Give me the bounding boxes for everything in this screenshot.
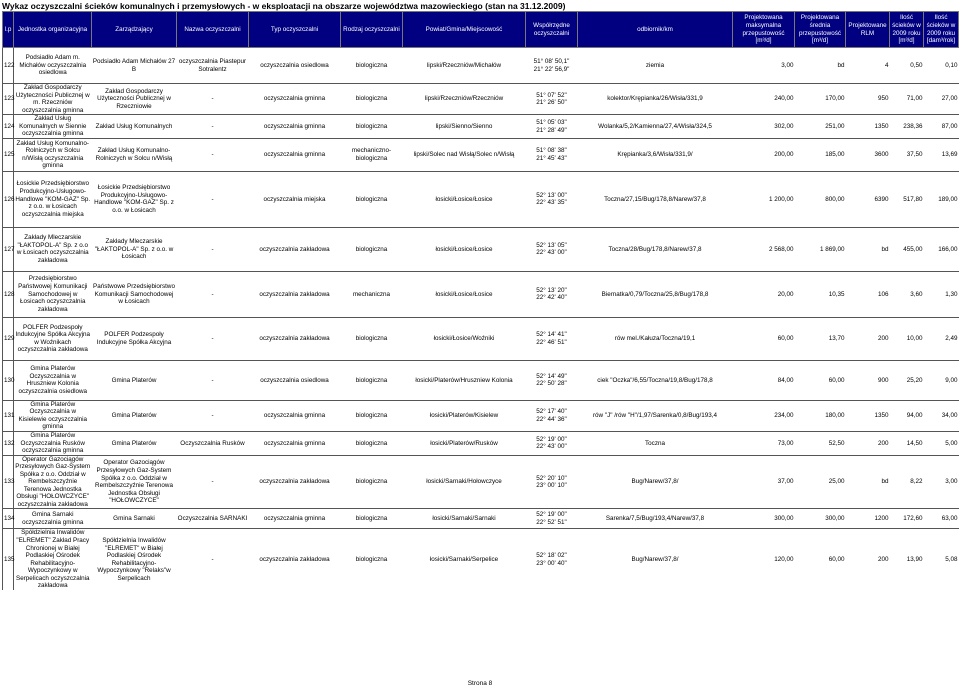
cell-zarzadzajacy: Podsiadło Adam Michałów 27 B — [92, 48, 177, 84]
cell-powiat: lipski/Solec nad Wisłą/Solec n/Wisłą — [403, 138, 526, 171]
cell-zarzadzajacy: Gmina Platerów — [92, 400, 177, 431]
table-row — [3, 84, 959, 115]
cell-il1: 10,00 — [890, 317, 924, 360]
cell-powiat: łosicki/Łosice/Łosice — [403, 171, 526, 227]
cell-odbiornik: Krępianka/3,6/Wisła/331,9/ — [578, 138, 733, 171]
latitude: 51° 05' 03" — [536, 118, 567, 126]
cell-il2: 5,00 — [924, 432, 959, 456]
column-header: l.p — [3, 12, 14, 48]
latitude: 51° 07' 52" — [536, 91, 567, 99]
cell-zarzadzajacy: POLFER Podzespoły Indukcyjne Spółka Akcyjna — [92, 317, 177, 360]
cell-coordinates — [526, 360, 578, 400]
column-header: Zarządzający — [92, 12, 177, 48]
cell-il1: 14,50 — [890, 432, 924, 456]
cell-jednostka: Gmina Platerów Oczyszczalnia Rusków oczyszczalnia gminna — [14, 432, 92, 456]
cell-nazwa: - — [177, 138, 249, 171]
cell-il2: 3,00 — [924, 455, 959, 509]
latitude: 52° 13' 05" — [536, 241, 567, 249]
cell-max: 2 568,00 — [733, 227, 795, 271]
cell-rodzaj: mechaniczna — [341, 271, 403, 317]
table-row — [3, 48, 959, 84]
latitude: 52° 19' 00" — [536, 435, 567, 443]
table-row — [3, 360, 959, 400]
cell-jednostka: Podsiadło Adam m. Michałów oczyszczalnia osiedlowa — [14, 48, 92, 84]
cell-il2: 166,00 — [924, 227, 959, 271]
cell-rodzaj: biologiczna — [341, 360, 403, 400]
cell-max: 60,00 — [733, 317, 795, 360]
cell-zarzadzajacy: Zakład Usług Komunalnych — [92, 115, 177, 139]
table-row — [3, 271, 959, 317]
cell-coordinates — [526, 227, 578, 271]
longitude: 22° 43' 00" — [536, 249, 567, 257]
cell-typ: oczyszczalnia gminna — [249, 138, 341, 171]
cell-nazwa: - — [177, 84, 249, 115]
column-header: Projektowane RLM — [846, 12, 890, 48]
table-row — [3, 529, 959, 590]
cell-nazwa: - — [177, 227, 249, 271]
cell-rlm: 200 — [846, 432, 890, 456]
cell-coordinates — [526, 138, 578, 171]
cell-typ: oczyszczalnia gminna — [249, 84, 341, 115]
column-header: Powiat/Gmina/Miejscowość — [403, 12, 526, 48]
cell-il1: 0,50 — [890, 48, 924, 84]
table-row — [3, 227, 959, 271]
row-number: 127 — [3, 227, 14, 271]
cell-sred: 60,00 — [795, 360, 846, 400]
longitude: 21° 22' 56,9" — [533, 65, 570, 73]
cell-max: 200,00 — [733, 138, 795, 171]
cell-coordinates — [526, 84, 578, 115]
latitude: 52° 17' 40" — [536, 408, 567, 416]
cell-jednostka: Zakład Usług Komunalnych w Siennie oczyszczalnia gminna — [14, 115, 92, 139]
cell-il2: 189,00 — [924, 171, 959, 227]
row-number: 132 — [3, 432, 14, 456]
cell-rlm: 106 — [846, 271, 890, 317]
cell-typ: oczyszczalnia gminna — [249, 400, 341, 431]
cell-nazwa: - — [177, 529, 249, 590]
cell-rlm: 4 — [846, 48, 890, 84]
cell-sred: bd — [795, 48, 846, 84]
cell-sred: 13,70 — [795, 317, 846, 360]
longitude: 23° 00' 40" — [536, 559, 567, 567]
cell-nazwa: - — [177, 400, 249, 431]
cell-il2: 5,08 — [924, 529, 959, 590]
header-row — [3, 12, 959, 48]
row-number: 133 — [3, 455, 14, 509]
latitude: 52° 18' 02" — [536, 552, 567, 560]
cell-rlm: 1200 — [846, 509, 890, 529]
cell-sred: 1 869,00 — [795, 227, 846, 271]
cell-typ: oczyszczalnia osiedlowa — [249, 360, 341, 400]
cell-max: 73,00 — [733, 432, 795, 456]
cell-il1: 94,00 — [890, 400, 924, 431]
cell-rlm: 200 — [846, 317, 890, 360]
cell-coordinates — [526, 509, 578, 529]
cell-il1: 71,00 — [890, 84, 924, 115]
column-header: Rodzaj oczyszczalni — [341, 12, 403, 48]
cell-rodzaj: biologiczna — [341, 171, 403, 227]
cell-sred: 800,00 — [795, 171, 846, 227]
longitude: 22° 50' 28" — [536, 380, 567, 388]
cell-zarzadzajacy: Operator Gazociągów Przesyłowych Gaz-System Spółka z o.o. Oddział w Rembelszczyźnie Terenowa Jednostka Obsługi "HOŁOWCZYCE" — [92, 455, 177, 509]
cell-jednostka: Zakład Gospodarczy Użyteczności Publicznej w m. Rzeczniów oczyszczalnia gminna — [14, 84, 92, 115]
cell-zarzadzajacy: Gmina Sarnaki — [92, 509, 177, 529]
latitude: 52° 19' 00" — [536, 511, 567, 519]
cell-il2: 34,00 — [924, 400, 959, 431]
cell-il1: 13,90 — [890, 529, 924, 590]
cell-coordinates — [526, 317, 578, 360]
cell-typ: oczyszczalnia zakładowa — [249, 227, 341, 271]
cell-rodzaj: mechaniczno-biologiczna — [341, 138, 403, 171]
table-row — [3, 509, 959, 529]
cell-sred: 60,00 — [795, 529, 846, 590]
cell-nazwa: oczyszczalnia Piastepur Sotralentz — [177, 48, 249, 84]
table-row — [3, 138, 959, 171]
cell-jednostka: Łosickie Przedsiębiorstwo Produkcyjno-Usługowo-Handlowe "KOM-GAZ" Sp. z o.o. w Łosicach oczyszczalnia miejska — [14, 171, 92, 227]
page-footer: Strona 8 — [467, 680, 493, 687]
cell-il2: 63,00 — [924, 509, 959, 529]
cell-il2: 9,00 — [924, 360, 959, 400]
cell-sred: 185,00 — [795, 138, 846, 171]
cell-jednostka: Zakłady Mleczarskie "ŁAKTOPOL-A" Sp. z o.o w Łosicach oczyszczalnia zakładowa — [14, 227, 92, 271]
longitude: 22° 44' 36" — [536, 415, 567, 423]
longitude: 21° 26' 50" — [536, 99, 567, 107]
cell-rlm: 6390 — [846, 171, 890, 227]
cell-sred: 180,00 — [795, 400, 846, 431]
column-header: Nazwa oczyszczalni — [177, 12, 249, 48]
row-number: 130 — [3, 360, 14, 400]
cell-jednostka: POLFER Podzespoły Indukcyjne Spółka Akcyjna w Woźnikach oczyszczalnia zakładowa — [14, 317, 92, 360]
cell-coordinates — [526, 115, 578, 139]
cell-rlm: 1350 — [846, 400, 890, 431]
latitude: 52° 13' 20" — [536, 286, 567, 294]
cell-jednostka: Gmina Platerów Oczyszczalnia w Hruszniew Kolonia oczyszczalnia osiedlowa — [14, 360, 92, 400]
row-number: 134 — [3, 509, 14, 529]
cell-odbiornik: Bug/Narew/37,8/ — [578, 455, 733, 509]
cell-max: 1 200,00 — [733, 171, 795, 227]
cell-typ: oczyszczalnia zakładowa — [249, 529, 341, 590]
latitude: 51° 08' 38" — [536, 147, 567, 155]
cell-nazwa: - — [177, 271, 249, 317]
cell-rodzaj: biologiczna — [341, 48, 403, 84]
cell-rlm: 1350 — [846, 115, 890, 139]
row-number: 135 — [3, 529, 14, 590]
row-number: 128 — [3, 271, 14, 317]
table-row — [3, 317, 959, 360]
cell-powiat: łosicki/Łosice/Łosice — [403, 227, 526, 271]
cell-il1: 37,50 — [890, 138, 924, 171]
cell-il1: 172,60 — [890, 509, 924, 529]
cell-typ: oczyszczalnia zakładowa — [249, 317, 341, 360]
cell-powiat: łosicki/Platerów/Hruszniew Kolonia — [403, 360, 526, 400]
column-header: Projektowana średnia przepustowość [m³/d] — [795, 12, 846, 48]
cell-max: 37,00 — [733, 455, 795, 509]
cell-nazwa: - — [177, 360, 249, 400]
column-header: odbiornik/km — [578, 12, 733, 48]
latitude: 52° 14' 41" — [536, 331, 567, 339]
cell-rodzaj: biologiczna — [341, 529, 403, 590]
cell-rlm: 200 — [846, 529, 890, 590]
cell-powiat: lipski/Rzeczniów/Michałów — [403, 48, 526, 84]
longitude: 22° 52' 51" — [536, 518, 567, 526]
cell-il2: 0,10 — [924, 48, 959, 84]
latitude: 52° 13' 00" — [536, 191, 567, 199]
row-number: 126 — [3, 171, 14, 227]
cell-max: 20,00 — [733, 271, 795, 317]
cell-sred: 251,00 — [795, 115, 846, 139]
cell-nazwa: Oczyszczalnia Rusków — [177, 432, 249, 456]
cell-rodzaj: biologiczna — [341, 432, 403, 456]
cell-coordinates — [526, 455, 578, 509]
cell-il2: 1,30 — [924, 271, 959, 317]
cell-odbiornik: Biernatka/0,79/Toczna/25,8/Bug/178,8 — [578, 271, 733, 317]
cell-jednostka: Operator Gazociągów Przesyłowych Gaz-System Spółka z o.o. Oddział w Rembelszczyźnie Terenowa Jednostka Obsługi "HOŁOWCZYCE" oczyszczalnia zakładowa — [15, 455, 91, 508]
cell-nazwa: Oczyszczalnia SARNAKI — [177, 509, 249, 529]
cell-il1: 455,00 — [890, 227, 924, 271]
cell-powiat: lipski/Rzeczniów/Rzeczniów — [403, 84, 526, 115]
cell-typ: oczyszczalnia gminna — [249, 115, 341, 139]
cell-nazwa: - — [177, 171, 249, 227]
cell-rlm: bd — [846, 227, 890, 271]
longitude: 22° 46' 51" — [536, 338, 567, 346]
longitude: 21° 45' 43" — [536, 154, 567, 162]
cell-odbiornik: Wolanka/5,2/Kamienna/27,4/Wisła/324,5 — [578, 115, 733, 139]
cell-jednostka: Gmina Platerów Oczyszczalnia w Kisielewie oczyszczalnia gminna — [14, 400, 92, 431]
cell-max: 234,00 — [733, 400, 795, 431]
cell-zarzadzajacy: Spółdzielnia Inwalidów "ELREMET" w Białej Podlaskiej Ośrodek Rehabilitacyjno-Wypoczynkowy "Relaks"w Serpelicach — [92, 529, 177, 590]
cell-rodzaj: biologiczna — [341, 317, 403, 360]
row-number: 123 — [3, 84, 14, 115]
cell-powiat: łosicki/Sarnaki/Sarnaki — [403, 509, 526, 529]
cell-rodzaj: biologiczna — [341, 400, 403, 431]
cell-odbiornik: rów "J" /rów "H"/1,97/Sarenka/0,8/Bug/193,4 — [578, 400, 733, 431]
cell-coordinates — [526, 271, 578, 317]
row-number: 124 — [3, 115, 14, 139]
latitude: 52° 14' 49" — [536, 372, 567, 380]
cell-sred: 10,35 — [795, 271, 846, 317]
cell-odbiornik: ziemia — [578, 48, 733, 84]
cell-il1: 238,36 — [890, 115, 924, 139]
longitude: 22° 42' 40" — [536, 294, 567, 302]
row-number: 122 — [3, 48, 14, 84]
cell-typ: oczyszczalnia zakładowa — [249, 455, 341, 509]
cell-coordinates — [526, 171, 578, 227]
cell-coordinates — [526, 529, 578, 590]
cell-max: 3,00 — [733, 48, 795, 84]
cell-odbiornik: Toczna/27,15/Bug/178,8/Narew/37,8 — [578, 171, 733, 227]
cell-sred: 170,00 — [795, 84, 846, 115]
page-title: Wykaz oczyszczalni ścieków komunalnych i przemysłowych - w eksploatacji na obszarze województwa mazowieckiego (stan na 31.12.2009) — [2, 1, 566, 11]
cell-powiat: łosicki/Platerów/Kisielew — [403, 400, 526, 431]
longitude: 21° 28' 49" — [536, 126, 567, 134]
wastewater-plants-table — [2, 11, 959, 590]
longitude: 22° 43' 35" — [536, 199, 567, 207]
cell-powiat: łosicki/Łosice/Woźniki — [403, 317, 526, 360]
cell-odbiornik: Sarenka/7,5/Bug/193,4/Narew/37,8 — [578, 509, 733, 529]
cell-nazwa: - — [177, 455, 249, 509]
cell-typ: oczyszczalnia gminna — [249, 509, 341, 529]
latitude: 51° 08' 50,1" — [533, 57, 570, 65]
cell-odbiornik: Toczna/28/Bug/178,8/Narew/37,8 — [578, 227, 733, 271]
cell-rlm: 3600 — [846, 138, 890, 171]
cell-il1: 25,20 — [890, 360, 924, 400]
cell-rodzaj: biologiczna — [341, 455, 403, 509]
column-header: Typ oczyszczalni — [249, 12, 341, 48]
cell-rodzaj: biologiczna — [341, 115, 403, 139]
cell-il1: 3,60 — [890, 271, 924, 317]
column-header: Ilość ścieków w 2009 roku [dam³/rok] — [924, 12, 959, 48]
column-header: Jednostka organizacyjna — [14, 12, 92, 48]
cell-odbiornik: rów mel./Kałuza/Toczna/19,1 — [578, 317, 733, 360]
cell-max: 302,00 — [733, 115, 795, 139]
cell-zarzadzajacy: Zakład Gospodarczy Użyteczności Publicznej w Rzeczniowie — [92, 84, 177, 115]
cell-max: 240,00 — [733, 84, 795, 115]
cell-max: 120,00 — [733, 529, 795, 590]
cell-rodzaj: biologiczna — [341, 227, 403, 271]
cell-powiat: lipski/Sienno/Sienno — [403, 115, 526, 139]
column-header: Ilość ścieków w 2009 roku [m³/d] — [890, 12, 924, 48]
cell-powiat: łosicki/Sarnaki/Serpelice — [403, 529, 526, 590]
cell-max: 84,00 — [733, 360, 795, 400]
cell-coordinates — [526, 400, 578, 431]
longitude: 22° 43' 00" — [536, 443, 567, 451]
cell-nazwa: - — [177, 115, 249, 139]
latitude: 52° 20' 10" — [536, 474, 567, 482]
cell-il2: 2,49 — [924, 317, 959, 360]
cell-il2: 87,00 — [924, 115, 959, 139]
cell-sred: 52,50 — [795, 432, 846, 456]
cell-jednostka: Gmina Sarnaki oczyszczalnia gminna — [14, 509, 92, 529]
cell-sred: 25,00 — [795, 455, 846, 509]
cell-jednostka: Przedsiębiorstwo Państwowej Komunikacji Samochodowej w Łosicach oczyszczalnia zakładowa — [14, 271, 92, 317]
cell-zarzadzajacy: Gmina Platerów — [92, 432, 177, 456]
cell-typ: oczyszczalnia zakładowa — [249, 271, 341, 317]
cell-powiat: łosicki/Sarnaki/Hołowczyce — [403, 455, 526, 509]
cell-odbiornik: Toczna — [578, 432, 733, 456]
table-row — [3, 432, 959, 456]
cell-jednostka: Spółdzielnia Inwalidów "ELREMET" Zakład Pracy Chronionej w Białej Podlaskiej Ośrodek Rehabilitacyjno-Wypoczynkowy w Serpelicach oczyszczalnia zakładowa — [14, 529, 92, 590]
cell-jednostka: Zakład Usług Komunalno-Rolniczych w Solcu n/Wisłą oczyszczalnia gminna — [14, 138, 92, 171]
cell-odbiornik: ciek "Oczka"/6,55/Toczna/19,8/Bug/178,8 — [578, 360, 733, 400]
cell-typ: oczyszczalnia osiedlowa — [249, 48, 341, 84]
cell-il2: 27,00 — [924, 84, 959, 115]
cell-rlm: 950 — [846, 84, 890, 115]
cell-powiat: łosicki/Łosice/Łosice — [403, 271, 526, 317]
cell-coordinates — [526, 48, 578, 84]
row-number: 125 — [3, 138, 14, 171]
cell-typ: oczyszczalnia miejska — [249, 171, 341, 227]
cell-max: 300,00 — [733, 509, 795, 529]
cell-rodzaj: biologiczna — [341, 84, 403, 115]
cell-zarzadzajacy: Łosickie Przedsiębiorstwo Produkcyjno-Usługowo-Handlowe "KOM-GAZ" Sp. z o.o. w Łosicach — [92, 171, 177, 227]
row-number: 129 — [3, 317, 14, 360]
cell-rodzaj: biologiczna — [341, 509, 403, 529]
table-row — [3, 115, 959, 139]
column-header: Projektowana maksymalna przepustowość [m³/d] — [733, 12, 795, 48]
cell-nazwa: - — [177, 317, 249, 360]
cell-odbiornik: Bug/Narew/37,8/ — [578, 529, 733, 590]
cell-il1: 8,22 — [890, 455, 924, 509]
cell-typ: oczyszczalnia gminna — [249, 432, 341, 456]
cell-zarzadzajacy: Państwowe Przedsiębiorstwo Komunikacji Samochodowej w Łosicach — [92, 271, 177, 317]
cell-zarzadzajacy: Gmina Platerów — [92, 360, 177, 400]
table-row — [3, 171, 959, 227]
longitude: 23° 00' 10" — [536, 482, 567, 490]
cell-coordinates — [526, 432, 578, 456]
cell-rlm: bd — [846, 455, 890, 509]
cell-powiat: łosicki/Platerów/Rusków — [403, 432, 526, 456]
cell-odbiornik: kolektor/Krępianka/26/Wisła/331,9 — [578, 84, 733, 115]
cell-zarzadzajacy: Zakłady Mleczarskie "ŁAKTOPOL-A" Sp. z o.o. w Łosicach — [92, 227, 177, 271]
cell-il1: 517,80 — [890, 171, 924, 227]
row-number: 131 — [3, 400, 14, 431]
cell-il2: 13,69 — [924, 138, 959, 171]
cell-sred: 300,00 — [795, 509, 846, 529]
table-row — [3, 455, 959, 509]
table-row — [3, 400, 959, 431]
cell-zarzadzajacy: Zakład Usług Komunalno-Rolniczych w Solcu n/Wisłą — [92, 138, 177, 171]
column-header: Współrzędne oczyszczalni — [526, 12, 578, 48]
cell-rlm: 900 — [846, 360, 890, 400]
